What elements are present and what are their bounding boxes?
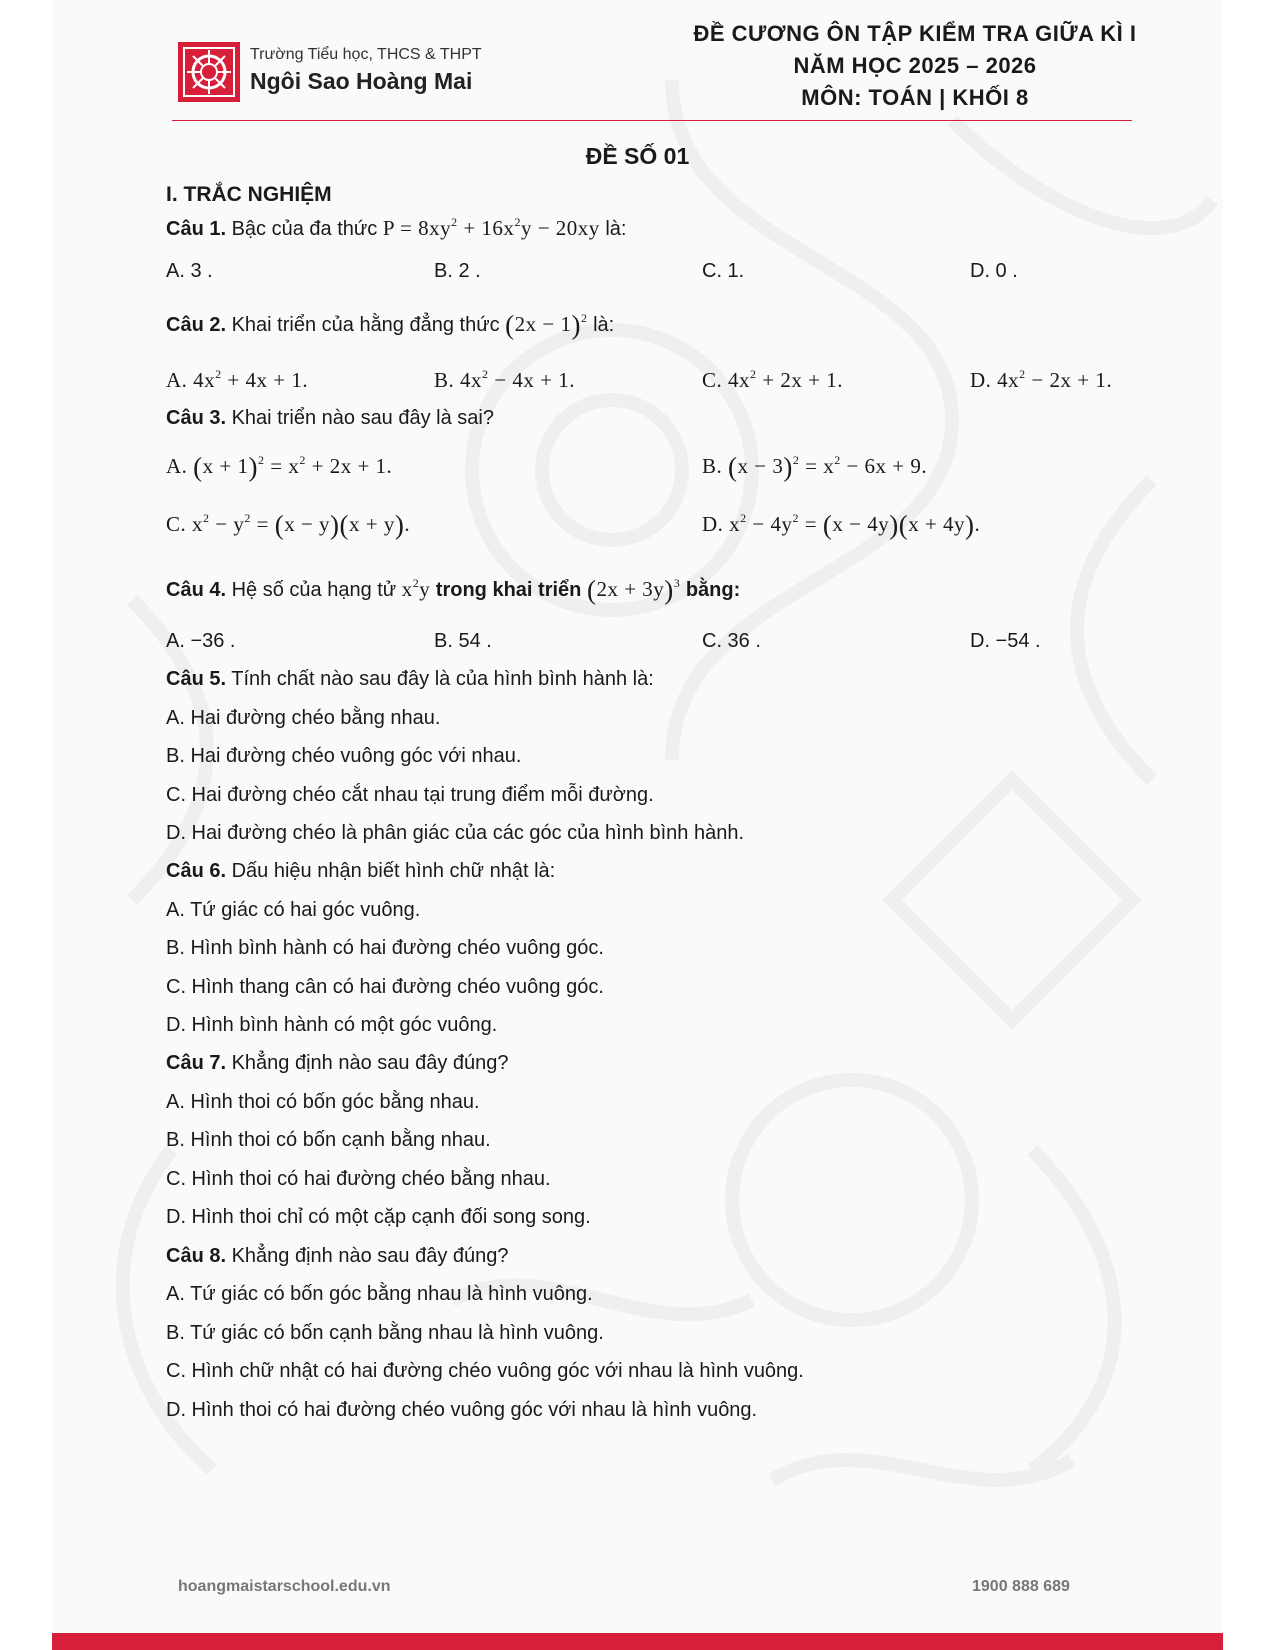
option-d: D. −54 . xyxy=(970,630,1041,652)
question-label: Câu 8. xyxy=(166,1245,227,1267)
math-expression: $x^2y$ xyxy=(401,576,431,601)
document-page xyxy=(52,0,1223,1650)
option-c: C. $4x^2 + 2x + 1$. xyxy=(702,367,843,392)
footer-bar xyxy=(52,1633,1223,1650)
option-d: D. $4x^2 - 2x + 1$. xyxy=(970,367,1113,392)
question-6 xyxy=(166,860,555,883)
question-7 xyxy=(166,1052,509,1075)
question-text: Khai triển nào sau đây là sai? xyxy=(226,407,494,429)
school-logo-icon xyxy=(178,42,240,102)
exam-title: ĐỀ SỐ 01 xyxy=(585,143,690,169)
school-name-line2: Ngôi Sao Hoàng Mai xyxy=(250,68,473,94)
document-header-title xyxy=(655,18,1175,114)
question-text: Bậc của đa thức xyxy=(226,218,383,240)
math-expression: $(2x - 1)^2$ xyxy=(505,310,588,340)
question-text: Khẳng định nào sau đây đúng? xyxy=(226,1245,509,1267)
question-text: Tính chất nào sau đây là của hình bình hành là: xyxy=(226,668,654,690)
option-d: D. Hình thoi có hai đường chéo vuông góc với nhau là hình vuông. xyxy=(166,1399,758,1421)
question-tail: bằng: xyxy=(680,579,741,601)
option-a: A. $(x + 1)^2 = x^2 + 2x + 1$. xyxy=(166,452,393,482)
option-b: B. Hai đường chéo vuông góc với nhau. xyxy=(166,745,522,767)
math-expression: $(2x + 3y)^3$ xyxy=(586,575,681,605)
question-label: Câu 3. xyxy=(166,407,227,429)
question-label: Câu 7. xyxy=(166,1052,227,1074)
header-title-line1: ĐỀ CƯƠNG ÔN TẬP KIỂM TRA GIỮA KÌ I xyxy=(693,21,1137,46)
option-a: A. $4x^2 + 4x + 1$. xyxy=(166,367,309,392)
question-label: Câu 1. xyxy=(166,218,227,240)
option-c: C. Hai đường chéo cắt nhau tại trung điểm mỗi đường. xyxy=(166,784,654,806)
question-label: Câu 6. xyxy=(166,860,227,882)
option-d: D. 0 . xyxy=(970,260,1018,282)
option-c: C. Hình chữ nhật có hai đường chéo vuông góc với nhau là hình vuông. xyxy=(166,1360,804,1382)
question-label: Câu 5. xyxy=(166,668,227,690)
question-1 xyxy=(166,216,626,241)
footer-website: hoangmaistarschool.edu.vn xyxy=(178,1578,391,1595)
option-b: B. 2 . xyxy=(434,260,481,282)
option-c: C. Hình thoi có hai đường chéo bằng nhau. xyxy=(166,1168,551,1190)
question-8 xyxy=(166,1245,509,1268)
option-d: D. Hình bình hành có một góc vuông. xyxy=(166,1014,498,1036)
question-text: Dấu hiệu nhận biết hình chữ nhật là: xyxy=(226,860,556,882)
question-2 xyxy=(166,310,614,341)
option-b: B. $4x^2 - 4x + 1$. xyxy=(434,367,575,392)
school-name-line1: Trường Tiểu học, THCS & THPT xyxy=(250,46,482,63)
option-d: D. Hình thoi chỉ có một cặp cạnh đối song song. xyxy=(166,1206,591,1228)
option-b: B. Tứ giác có bốn cạnh bằng nhau là hình vuông. xyxy=(166,1322,604,1344)
math-expression: $P = 8xy^2 + 16x^2y - 20xy$ xyxy=(382,215,600,240)
option-b: B. Hình thoi có bốn cạnh bằng nhau. xyxy=(166,1129,491,1151)
option-d: D. Hai đường chéo là phân giác của các góc của hình bình hành. xyxy=(166,822,744,844)
option-c: C. 1. xyxy=(702,260,745,282)
content xyxy=(52,0,1223,1650)
header-title-line3: MÔN: TOÁN | KHỐI 8 xyxy=(801,85,1029,110)
option-a: A. 3 . xyxy=(166,260,213,282)
header-title-line2: NĂM HỌC 2025 – 2026 xyxy=(793,53,1037,78)
section-title: I. TRẮC NGHIỆM xyxy=(166,183,332,206)
question-text: Khẳng định nào sau đây đúng? xyxy=(226,1052,509,1074)
question-5 xyxy=(166,668,654,691)
header-divider xyxy=(172,120,1132,121)
option-a: A. −36 . xyxy=(166,630,236,652)
question-tail: là: xyxy=(587,314,615,336)
option-c: C. $x^2 - y^2 = (x - y)(x + y)$. xyxy=(166,510,411,540)
footer-phone: 1900 888 689 xyxy=(972,1578,1070,1595)
question-text: Hệ số của hạng tử xyxy=(226,579,402,601)
option-d: D. $x^2 - 4y^2 = (x - 4y)(x + 4y)$. xyxy=(702,510,981,540)
question-text: Khai triển của hằng đẳng thức xyxy=(226,314,506,336)
question-tail: là: xyxy=(599,218,627,240)
question-label: Câu 2. xyxy=(166,314,227,336)
question-3 xyxy=(166,407,494,430)
option-a: A. Hình thoi có bốn góc bằng nhau. xyxy=(166,1091,480,1113)
option-a: A. Hai đường chéo bằng nhau. xyxy=(166,707,441,729)
option-b: B. Hình bình hành có hai đường chéo vuông góc. xyxy=(166,937,604,959)
option-b: B. $(x - 3)^2 = x^2 - 6x + 9$. xyxy=(702,452,928,482)
question-label: Câu 4. xyxy=(166,579,227,601)
option-b: B. 54 . xyxy=(434,630,492,652)
option-a: A. Tứ giác có bốn góc bằng nhau là hình vuông. xyxy=(166,1283,593,1305)
question-4 xyxy=(166,575,740,606)
option-c: C. Hình thang cân có hai đường chéo vuông góc. xyxy=(166,976,604,998)
question-mid: trong khai triển xyxy=(430,579,587,601)
option-a: A. Tứ giác có hai góc vuông. xyxy=(166,899,421,921)
option-c: C. 36 . xyxy=(702,630,761,652)
